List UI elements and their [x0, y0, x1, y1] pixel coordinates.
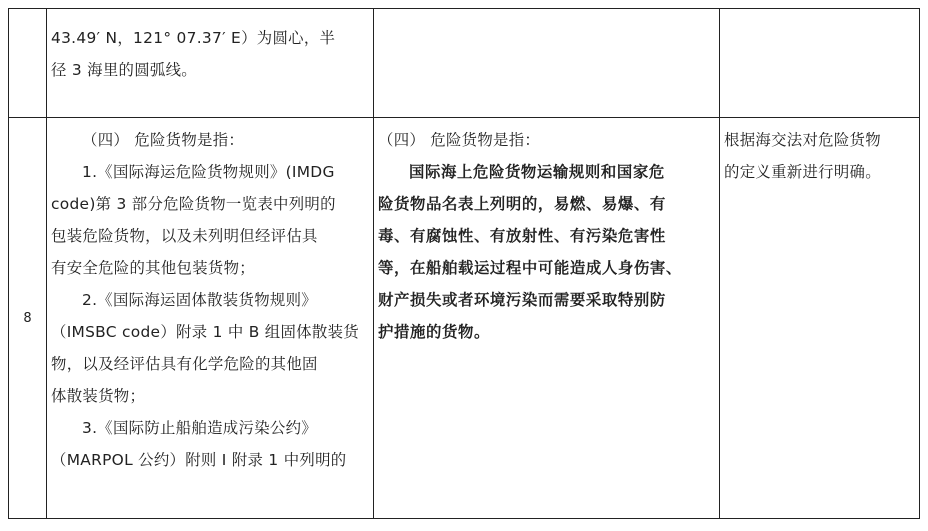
original-text-cell	[47, 118, 374, 519]
table-row-8	[9, 118, 920, 519]
text-line-bold: 等，在船舶载运过程中可能造成人身伤害、	[378, 259, 682, 277]
revised-text-cell-empty	[374, 9, 720, 118]
table-row-continued	[9, 9, 920, 118]
text-line: 43.49′ N，121° 07.37′ E）为圆心，半	[51, 29, 336, 47]
text-line: 3.《国际防止船舶造成污染公约》	[82, 419, 317, 437]
text-line: 2.《国际海运固体散装货物规则》	[82, 291, 317, 309]
text-line: 物，以及经评估具有化学危险的其他固	[51, 355, 318, 373]
text-line: （四） 危险货物是指：	[82, 131, 245, 149]
original-text-cell	[47, 9, 374, 118]
text-line: code)第 3 部分危险货物一览表中列明的	[51, 195, 336, 213]
revised-text-cell	[374, 118, 720, 519]
text-line: 有安全危险的其他包装货物；	[51, 259, 255, 277]
text-line-bold: 护措施的货物。	[378, 323, 490, 341]
text-line: （IMSBC code）附录 1 中 B 组固体散装货	[51, 323, 359, 341]
note-cell-empty	[720, 9, 920, 118]
text-line: 体散装货物；	[51, 387, 146, 405]
text-line: 的定义重新进行明确。	[724, 163, 881, 181]
text-line: 根据海交法对危险货物	[724, 131, 881, 149]
text-line: 1.《国际海运危险货物规则》(IMDG	[82, 163, 335, 181]
comparison-table	[8, 8, 920, 519]
text-line-bold: 财产损失或者环境污染而需要采取特别防	[378, 291, 666, 309]
text-line: 包装危险货物，以及未列明但经评估具	[51, 227, 318, 245]
row-number: 8	[9, 118, 47, 519]
row-number-cell-empty	[9, 9, 47, 118]
text-line-bold: 险货物品名表上列明的，易燃、易爆、有	[378, 195, 666, 213]
text-line: （四） 危险货物是指：	[378, 131, 541, 149]
text-line-bold: 国际海上危险货物运输规则和国家危	[409, 163, 665, 181]
text-line: 径 3 海里的圆弧线。	[51, 61, 198, 79]
text-line-bold: 毒、有腐蚀性、有放射性、有污染危害性	[378, 227, 666, 245]
note-cell	[720, 118, 920, 519]
text-line: （MARPOL 公约）附则 Ⅰ 附录 1 中列明的	[51, 451, 347, 469]
